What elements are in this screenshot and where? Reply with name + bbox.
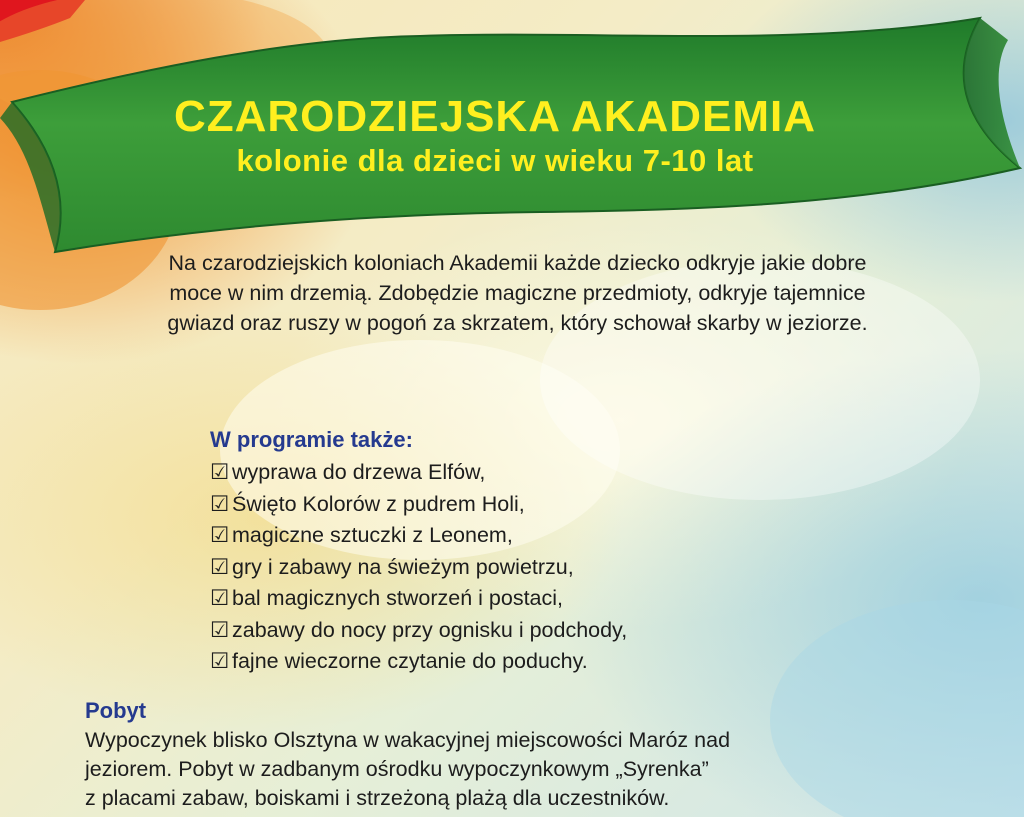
list-item bbox=[210, 552, 627, 584]
checkbox-icon: ☑ bbox=[210, 617, 230, 642]
checkbox-icon: ☑ bbox=[210, 649, 230, 673]
banner-subtitle: kolonie dla dzieci w wieku 7-10 lat bbox=[236, 143, 754, 178]
list-item-text: fajne wieczorne czytanie do poduchy. bbox=[232, 649, 588, 673]
list-item-text: magiczne sztuczki z Leonem, bbox=[232, 523, 513, 547]
list-item bbox=[210, 520, 627, 552]
program-list bbox=[210, 457, 627, 678]
list-item bbox=[210, 646, 627, 678]
stay-line: z placami zabaw, boiskami i strzeżoną plażą dla uczestników. bbox=[85, 786, 670, 810]
intro-line: gwiazd oraz ruszy w pogoń za skrzatem, który schował skarby w jeziorze. bbox=[167, 311, 868, 335]
intro-paragraph bbox=[100, 248, 935, 338]
list-item bbox=[210, 457, 627, 489]
intro-line: moce w nim drzemią. Zdobędzie magiczne przedmioty, odkryje tajemnice bbox=[169, 281, 866, 305]
list-item-text: gry i zabawy na świeżym powietrzu, bbox=[232, 554, 574, 579]
stay-section bbox=[85, 698, 845, 813]
list-item-text: wyprawa do drzewa Elfów, bbox=[232, 460, 486, 484]
program-heading: W programie także: bbox=[210, 427, 413, 452]
checkbox-icon: ☑ bbox=[210, 491, 230, 516]
list-item bbox=[210, 615, 627, 647]
list-item-text: Święto Kolorów z pudrem Holi, bbox=[232, 491, 525, 516]
stay-line: Wypoczynek blisko Olsztyna w wakacyjnej miejscowości Maróz nad bbox=[85, 728, 731, 752]
program-section bbox=[210, 427, 627, 678]
stay-paragraph bbox=[85, 726, 845, 813]
list-item bbox=[210, 489, 627, 521]
list-item-text: bal magicznych stworzeń i postaci, bbox=[232, 586, 564, 610]
checkbox-icon: ☑ bbox=[210, 460, 230, 484]
stay-heading: Pobyt bbox=[85, 698, 147, 723]
checkbox-icon: ☑ bbox=[210, 523, 230, 547]
list-item bbox=[210, 583, 627, 615]
list-item-text: zabawy do nocy przy ognisku i podchody, bbox=[232, 617, 628, 642]
stay-line: jeziorem. Pobyt w zadbanym ośrodku wypoczynkowym „Syrenka” bbox=[85, 757, 709, 781]
intro-line: Na czarodziejskich koloniach Akademii każde dziecko odkryje jakie dobre bbox=[168, 251, 867, 275]
checkbox-icon: ☑ bbox=[210, 554, 230, 579]
checkbox-icon: ☑ bbox=[210, 586, 230, 610]
banner-title: CZARODZIEJSKA AKADEMIA bbox=[173, 92, 817, 141]
